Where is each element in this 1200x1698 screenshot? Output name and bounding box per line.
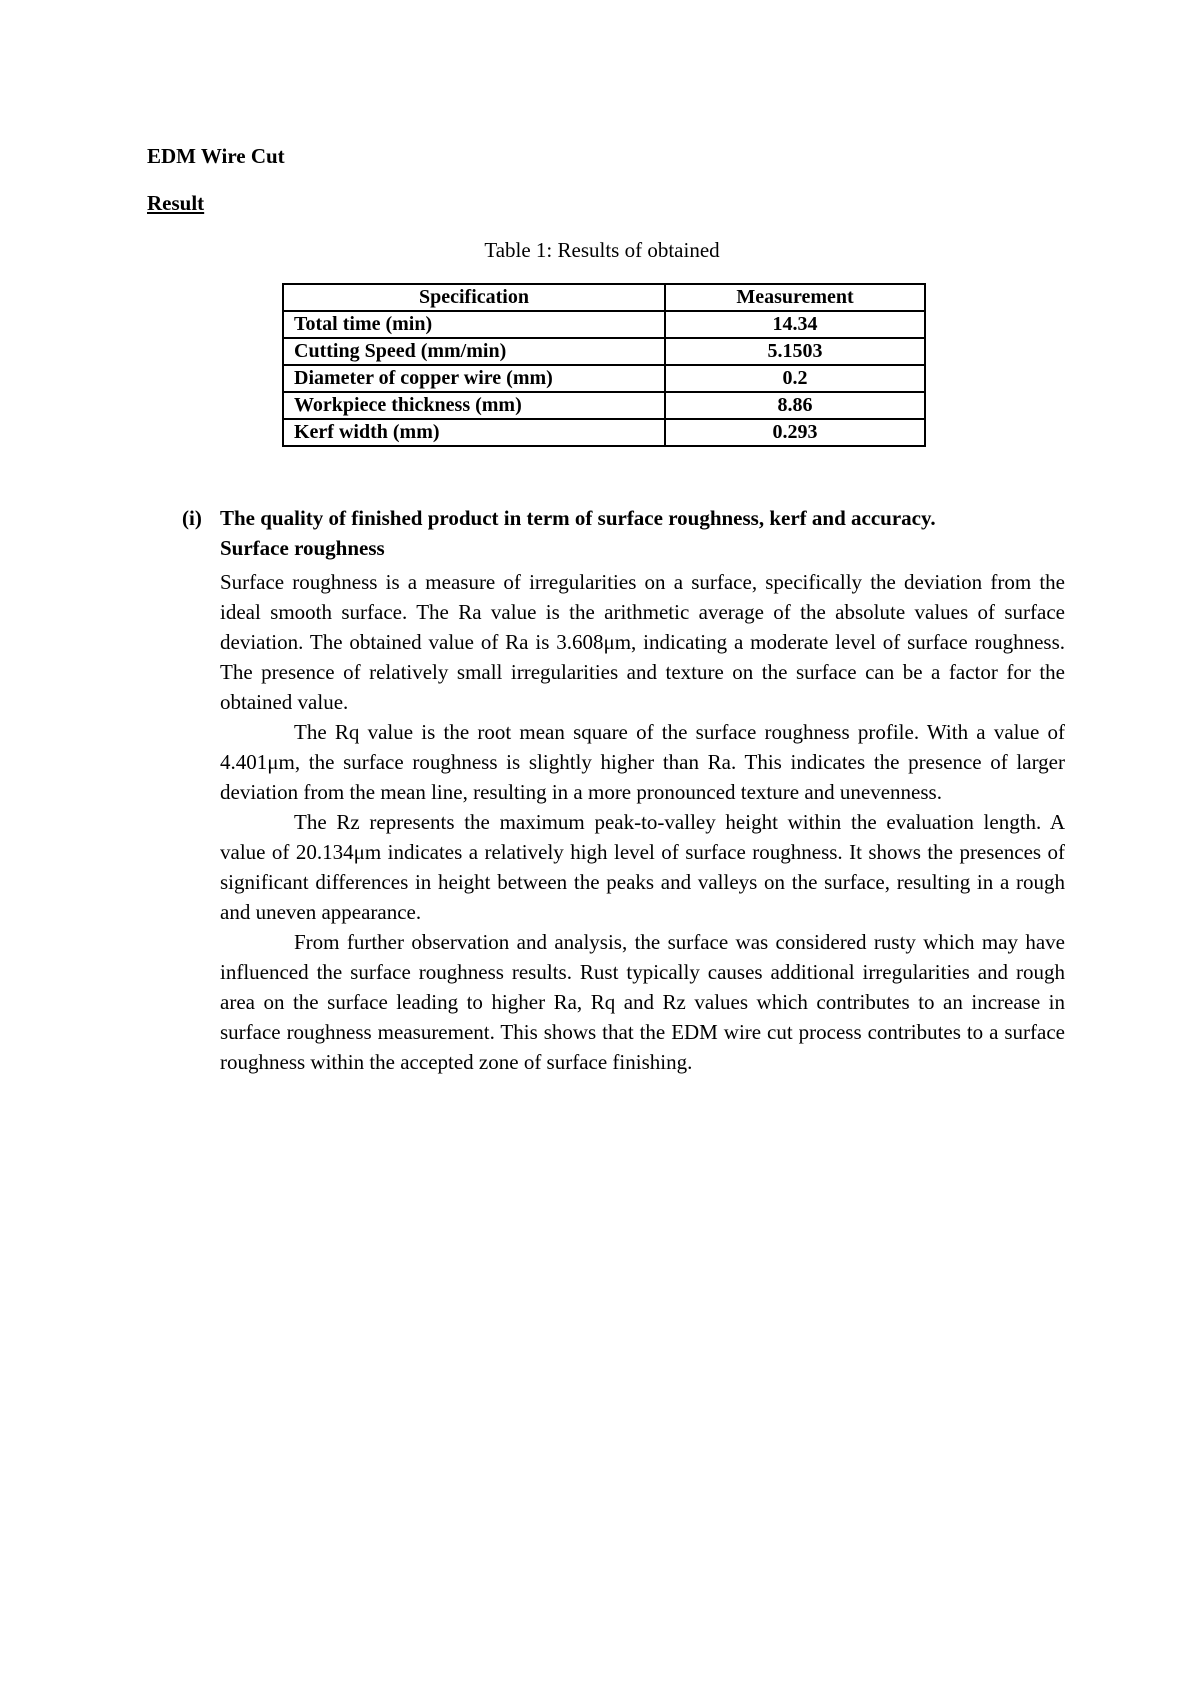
paragraph: The Rq value is the root mean square of the surface roughness profile. With a value of 4.401μm, the surface roughness is slightly higher than Ra. This indicates the presence of larger deviation from the mean line, resulting in a more pronounced texture and unevenness. (220, 720, 1065, 804)
table-row (283, 338, 925, 365)
paragraph: The Rz represents the maximum peak-to-valley height within the evaluation length. A value of 20.134μm indicates a relatively high level of surface roughness. It shows the presences of significant differences in height between the peaks and valleys on the surface, resulting in a rough and uneven appearance. (220, 810, 1065, 924)
section-heading: Result (147, 191, 205, 215)
spec-cell: Total time (min) (283, 311, 665, 338)
measurement-cell: 14.34 (665, 311, 925, 338)
measurement-cell: 5.1503 (665, 338, 925, 365)
results-table (282, 283, 926, 447)
spec-cell: Diameter of copper wire (mm) (283, 365, 665, 392)
table-header-row (283, 284, 925, 311)
document-title: EDM Wire Cut (147, 144, 285, 168)
spec-cell: Workpiece thickness (mm) (283, 392, 665, 419)
header-measurement: Measurement (665, 284, 925, 311)
measurement-cell: 8.86 (665, 392, 925, 419)
spec-cell: Cutting Speed (mm/min) (283, 338, 665, 365)
header-specification: Specification (283, 284, 665, 311)
table-row (283, 311, 925, 338)
measurement-cell: 0.293 (665, 419, 925, 446)
spec-cell: Kerf width (mm) (283, 419, 665, 446)
question-marker: (i) (182, 506, 202, 530)
body-text (220, 567, 1065, 1077)
table-caption: Table 1: Results of obtained (484, 238, 720, 262)
measurement-cell: 0.2 (665, 365, 925, 392)
table-row (283, 419, 925, 446)
paragraph: Surface roughness is a measure of irregularities on a surface, specifically the deviation from the ideal smooth surface. The Ra value is the arithmetic average of the absolute values of surface deviation. The obtained value of Ra is 3.608μm, indicating a moderate level of surface roughness. The presence of relatively small irregularities and texture on the surface can be a factor for the obtained value. (220, 570, 1065, 714)
table-row (283, 392, 925, 419)
table-row (283, 365, 925, 392)
question-text: The quality of finished product in term of surface roughness, kerf and accuracy. (220, 506, 936, 530)
subheading-surface-roughness: Surface roughness (220, 536, 385, 560)
paragraph: From further observation and analysis, the surface was considered rusty which may have influenced the surface roughness results. Rust typically causes additional irregularities and rough area on the surface leading to higher Ra, Rq and Rz values which contributes to an increase in surface roughness measurement. This shows that the EDM wire cut process contributes to a surface roughness within the accepted zone of surface finishing. (220, 930, 1065, 1074)
